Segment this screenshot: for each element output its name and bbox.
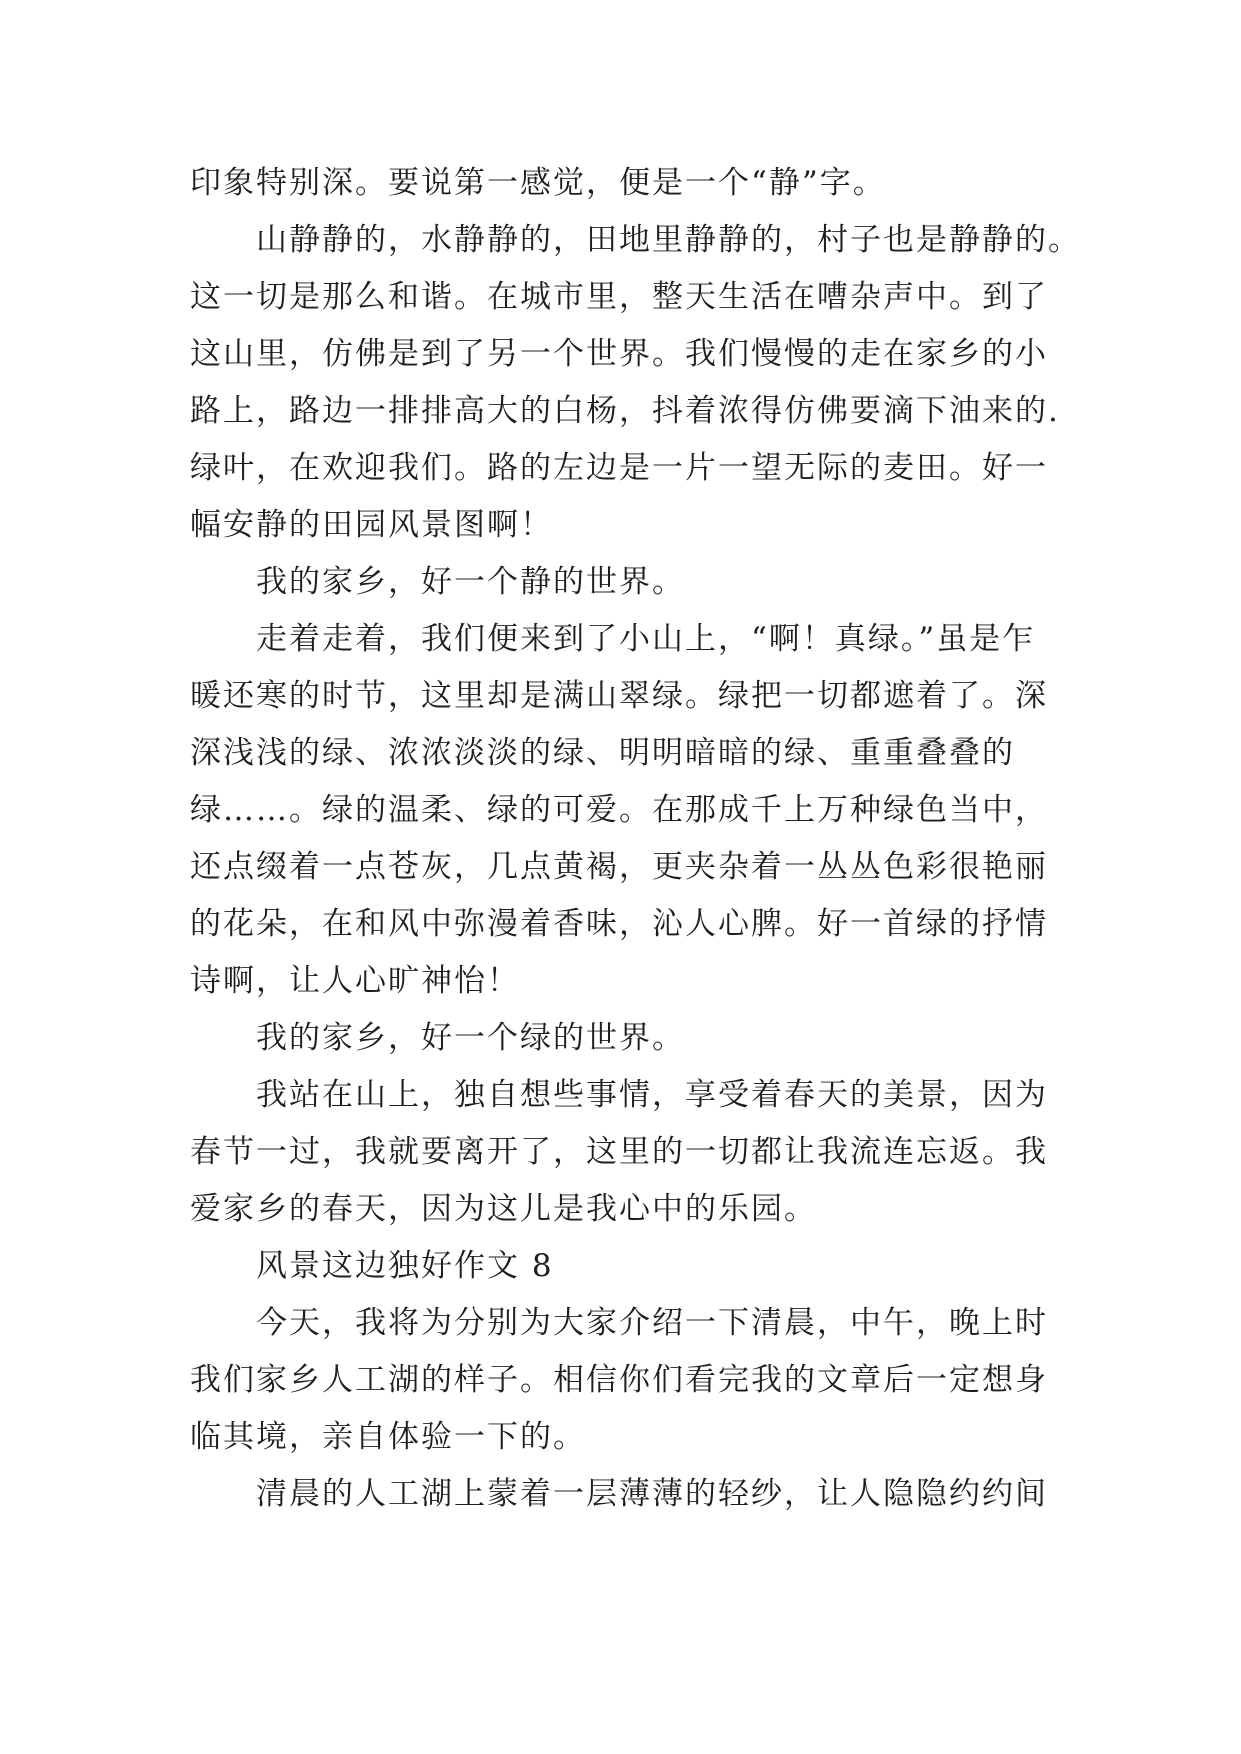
text-line: 幅安静的田园风景图啊！: [190, 507, 553, 543]
text-line: 山静静的，水静静的，田地里静静的，村子也是静静的。: [256, 222, 1081, 258]
article-body: [190, 155, 1081, 1523]
text-line: 春节一过，我就要离开了，这里的一切都让我流连忘返。我: [190, 1134, 1048, 1170]
text-line: 诗啊，让人心旷神怡！: [190, 963, 520, 999]
text-line: 我的家乡，好一个静的世界。: [256, 564, 685, 600]
text-line: 我们家乡人工湖的样子。相信你们看完我的文章后一定想身: [190, 1362, 1048, 1398]
text-line: 临其境，亲自体验一下的。: [190, 1419, 586, 1455]
text-line: 深浅浅的绿、浓浓淡淡的绿、明明暗暗的绿、重重叠叠的: [190, 735, 1015, 771]
text-line: 今天，我将为分别为大家介绍一下清晨，中午，晚上时: [256, 1305, 1048, 1341]
text-line: 风景这边独好作文 8: [256, 1248, 554, 1284]
text-line: 的花朵，在和风中弥漫着香味，沁人心脾。好一首绿的抒情: [190, 906, 1048, 942]
text-line: 这山里，仿佛是到了另一个世界。我们慢慢的走在家乡的小: [190, 336, 1048, 372]
text-line: 路上，路边一排排高大的白杨，抖着浓得仿佛要滴下油来的.: [190, 393, 1060, 429]
text-line: 爱家乡的春天，因为这儿是我心中的乐园。: [190, 1191, 817, 1227]
text-line: 我站在山上，独自想些事情，享受着春天的美景，因为: [256, 1077, 1048, 1113]
text-line: 绿叶，在欢迎我们。路的左边是一片一望无际的麦田。好一: [190, 450, 1048, 486]
text-line: 我的家乡，好一个绿的世界。: [256, 1020, 685, 1056]
text-line: 绿……。绿的温柔、绿的可爱。在那成千上万种绿色当中，: [190, 792, 1048, 828]
text-line: 暖还寒的时节，这里却是满山翠绿。绿把一切都遮着了。深: [190, 678, 1048, 714]
text-line: 这一切是那么和谐。在城市里，整天生活在嘈杂声中。到了: [190, 279, 1048, 315]
text-line: 印象特别深。要说第一感觉，便是一个“静”字。: [190, 165, 886, 201]
text-line: 清晨的人工湖上蒙着一层薄薄的轻纱，让人隐隐约约间: [256, 1476, 1048, 1512]
text-line: 还点缀着一点苍灰，几点黄褐，更夹杂着一丛丛色彩很艳丽: [190, 849, 1048, 885]
text-line: 走着走着，我们便来到了小山上，“啊！真绿。”虽是乍: [256, 621, 1036, 657]
